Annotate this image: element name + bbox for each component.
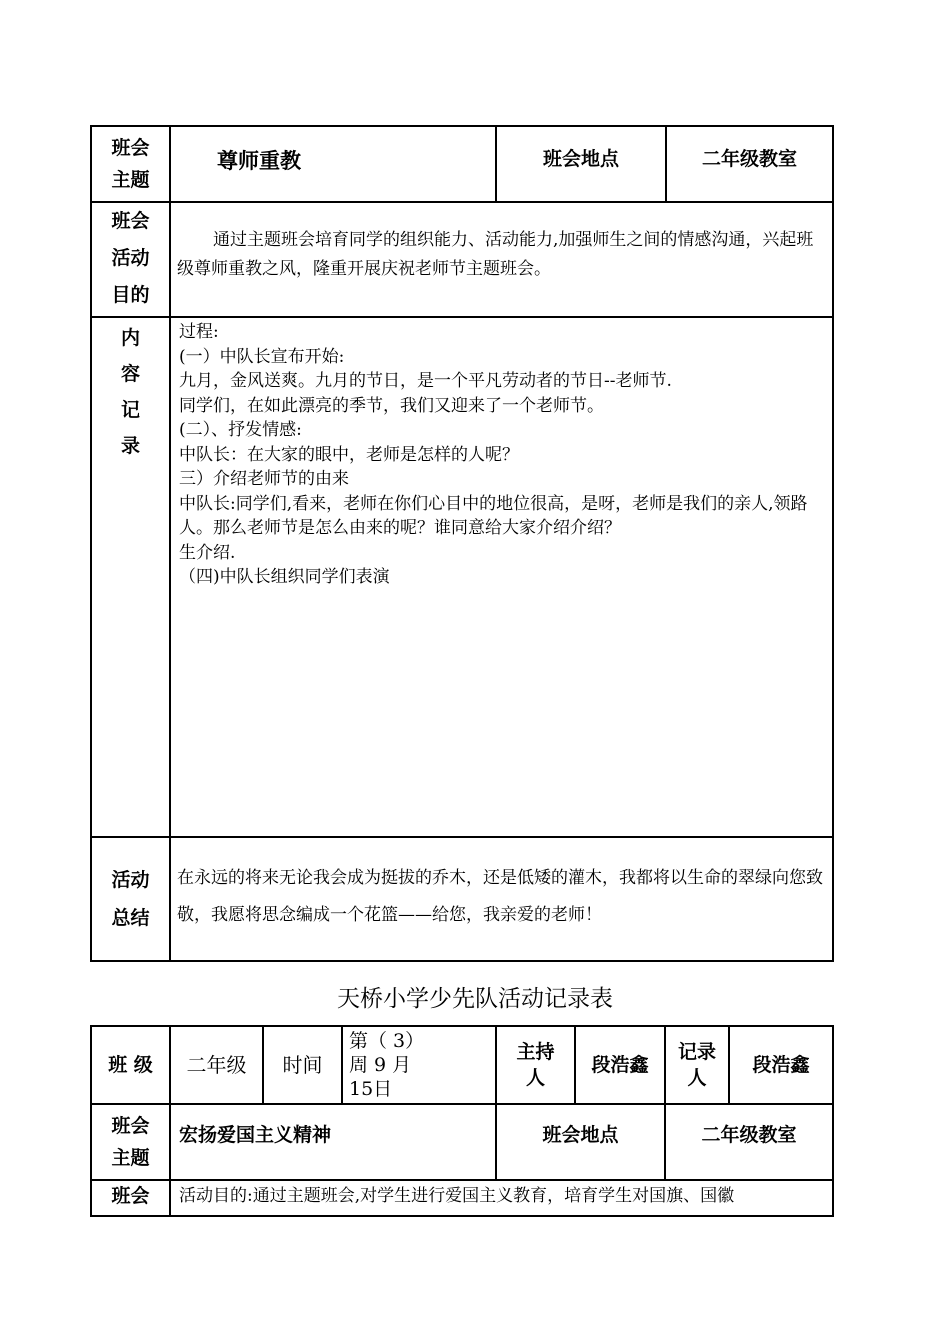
theme-value-2: 宏扬爱国主义精神 — [170, 1104, 496, 1180]
content-record — [170, 317, 833, 837]
record-table-2 — [90, 1025, 834, 1217]
location-value-2: 二年级教室 — [665, 1104, 833, 1180]
summary-text: 在永远的将来无论我会成为挺拔的乔木，还是低矮的灌木，我都将以生命的翠绿向您致敬，我愿将思念编成一个花篮——给您，我亲爱的老师！ — [170, 837, 833, 961]
content-line: 生介绍. — [179, 542, 236, 563]
purpose-label-2: 班会 — [91, 1180, 170, 1216]
content-label: 内 容 记 录 — [91, 317, 170, 837]
location-label-2: 班会地点 — [496, 1104, 665, 1180]
class-label: 班 级 — [91, 1026, 170, 1104]
time-label: 时间 — [263, 1026, 342, 1104]
content-line: 同学们，在如此漂亮的季节，我们又迎来了一个老师节。 — [179, 395, 604, 416]
time-value: 第（ 3） 周 9 月 15日 — [342, 1026, 496, 1104]
purpose-text: 通过主题班会培育同学的组织能力、活动能力,加强师生之间的情感沟通，兴起班级尊师重教之风，隆重开展庆祝老师节主题班会。 — [170, 202, 833, 317]
theme-label-2: 班会 主题 — [91, 1104, 170, 1180]
recorder-label: 记录 人 — [665, 1026, 729, 1104]
location-value: 二年级教室 — [666, 126, 833, 202]
theme-value: 尊师重教 — [170, 126, 496, 202]
content-line: 中队长：在大家的眼中，老师是怎样的人呢？ — [179, 444, 519, 465]
content-line: (一）中队长宣布开始: — [179, 346, 345, 367]
theme-label: 班会 主题 — [91, 126, 170, 202]
content-line: 中队长:同学们,看来，老师在你们心目中的地位很高，是呀，老师是我们的亲人,领路人。那么老师节是怎么由来的呢？谁同意给大家介绍介绍？ — [179, 493, 808, 538]
content-line: 过程: — [179, 322, 219, 342]
record-table-1 — [90, 125, 834, 962]
form-title: 天桥小学少先队活动记录表 — [337, 986, 613, 1012]
content-line: (二）、抒发情感: — [179, 420, 302, 440]
location-label: 班会地点 — [496, 126, 666, 202]
host-value: 段浩鑫 — [575, 1026, 665, 1104]
host-label: 主持 人 — [496, 1026, 575, 1104]
purpose-text-2: 活动目的:通过主题班会,对学生进行爱国主义教育，培育学生对国旗、国徽 — [170, 1180, 833, 1216]
class-value: 二年级 — [170, 1026, 263, 1104]
content-line: 三）介绍老师节的由来 — [179, 469, 349, 489]
content-line: （四)中队长组织同学们表演 — [179, 567, 390, 587]
content-line: 九月，金风送爽。九月的节日，是一个平凡劳动者的节日--老师节. — [179, 371, 672, 391]
recorder-value: 段浩鑫 — [729, 1026, 833, 1104]
summary-label: 活动 总结 — [91, 837, 170, 961]
purpose-label: 班会 活动 目的 — [91, 202, 170, 317]
